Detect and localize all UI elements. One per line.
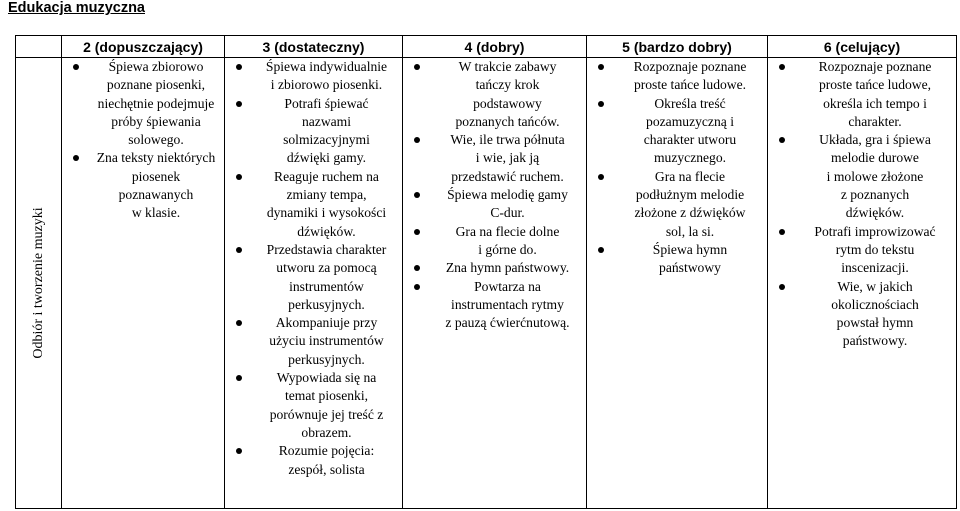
- criteria-list: [587, 58, 767, 278]
- bullet-icon: [236, 101, 242, 107]
- header-grade-3: 3 (dostateczny): [225, 36, 403, 58]
- bullet-icon: [414, 192, 420, 198]
- header-grade-4: 4 (dobry): [403, 36, 587, 58]
- bullet-icon: [73, 155, 79, 161]
- list-item: Określa treść pozamuzyczną i charakter utworu muzycznego.: [587, 95, 765, 168]
- list-item: Zna teksty niektórych piosenek poznawanych w klasie.: [62, 149, 222, 222]
- list-item: Rozpoznaje poznane proste tańce ludowe, określa ich tempo i charakter.: [768, 58, 954, 131]
- list-item: Przedstawia charakter utworu za pomocą instrumentów perkusyjnych.: [225, 241, 400, 314]
- list-item: Śpiewa melodię gamy C-dur.: [403, 186, 584, 223]
- bullet-icon: [779, 229, 785, 235]
- list-item: Rozpoznaje poznane proste tańce ludowe.: [587, 58, 765, 95]
- list-item: Układa, gra i śpiewa melodie durowe i molowe złożone z poznanych dźwięków.: [768, 131, 954, 222]
- list-item: Gra na flecie dolne i górne do.: [403, 223, 584, 260]
- grading-table: [15, 35, 957, 509]
- bullet-icon: [598, 247, 604, 253]
- list-item: Wypowiada się na temat piosenki, porównuje jej treść z obrazem.: [225, 369, 400, 442]
- bullet-icon: [236, 375, 242, 381]
- bullet-icon: [236, 247, 242, 253]
- list-item: Rozumie pojęcia: zespół, solista: [225, 442, 400, 479]
- list-item: Gra na flecie podłużnym melodie złożone z dźwięków sol, la si.: [587, 168, 765, 241]
- header-grade-2: 2 (dopuszczający): [62, 36, 225, 58]
- header-grade-5: 5 (bardzo dobry): [587, 36, 768, 58]
- header-corner: [16, 36, 62, 58]
- list-item: Wie, w jakich okolicznościach powstał hymn państwowy.: [768, 278, 954, 351]
- bullet-icon: [414, 229, 420, 235]
- bullet-icon: [414, 137, 420, 143]
- bullet-icon: [414, 265, 420, 271]
- criteria-list: [768, 58, 956, 351]
- list-item: Potrafi śpiewać nazwami solmizacyjnymi dźwięki gamy.: [225, 95, 400, 168]
- list-item: Reaguje ruchem na zmiany tempa, dynamiki i wysokości dźwięków.: [225, 168, 400, 241]
- list-item: W trakcie zabawy tańczy krok podstawowy poznanych tańców.: [403, 58, 584, 131]
- list-item: Śpiewa zbiorowo poznane piosenki, niechętnie podejmuje próby śpiewania solowego.: [62, 58, 222, 149]
- header-grade-6: 6 (celujący): [768, 36, 957, 58]
- list-item: Powtarza na instrumentach rytmy z pauzą ćwierćnutową.: [403, 278, 584, 333]
- bullet-icon: [779, 137, 785, 143]
- bullet-icon: [598, 64, 604, 70]
- criteria-cell-grade-5: [587, 58, 768, 509]
- criteria-list: [62, 58, 224, 223]
- criteria-list: [403, 58, 586, 332]
- criteria-cell-grade-6: [768, 58, 957, 509]
- bullet-icon: [414, 284, 420, 290]
- bullet-icon: [236, 320, 242, 326]
- list-item: Śpiewa hymn państwowy: [587, 241, 765, 278]
- list-item: Wie, ile trwa półnuta i wie, jak ją przedstawić ruchem.: [403, 131, 584, 186]
- bullet-icon: [598, 174, 604, 180]
- criteria-cell-grade-4: [403, 58, 587, 509]
- header-row: [16, 36, 957, 58]
- bullet-icon: [236, 448, 242, 454]
- bullet-icon: [598, 101, 604, 107]
- list-item: Zna hymn państwowy.: [403, 259, 584, 277]
- list-item: Akompaniuje przy użyciu instrumentów perkusyjnych.: [225, 314, 400, 369]
- criteria-list: [225, 58, 402, 479]
- list-item: Śpiewa indywidualnie i zbiorowo piosenki.: [225, 58, 400, 95]
- bullet-icon: [236, 174, 242, 180]
- list-item: Potrafi improwizować rytm do tekstu inscenizacji.: [768, 223, 954, 278]
- criteria-cell-grade-3: [225, 58, 403, 509]
- bullet-icon: [236, 64, 242, 70]
- bullet-icon: [779, 64, 785, 70]
- row-label: Odbiór i tworzenie muzyki: [30, 207, 46, 359]
- criteria-row: [16, 58, 957, 509]
- bullet-icon: [73, 64, 79, 70]
- page-title: Edukacja muzyczna: [8, 0, 145, 16]
- bullet-icon: [779, 284, 785, 290]
- bullet-icon: [414, 64, 420, 70]
- criteria-cell-grade-2: [62, 58, 225, 509]
- row-label-cell: [16, 58, 62, 509]
